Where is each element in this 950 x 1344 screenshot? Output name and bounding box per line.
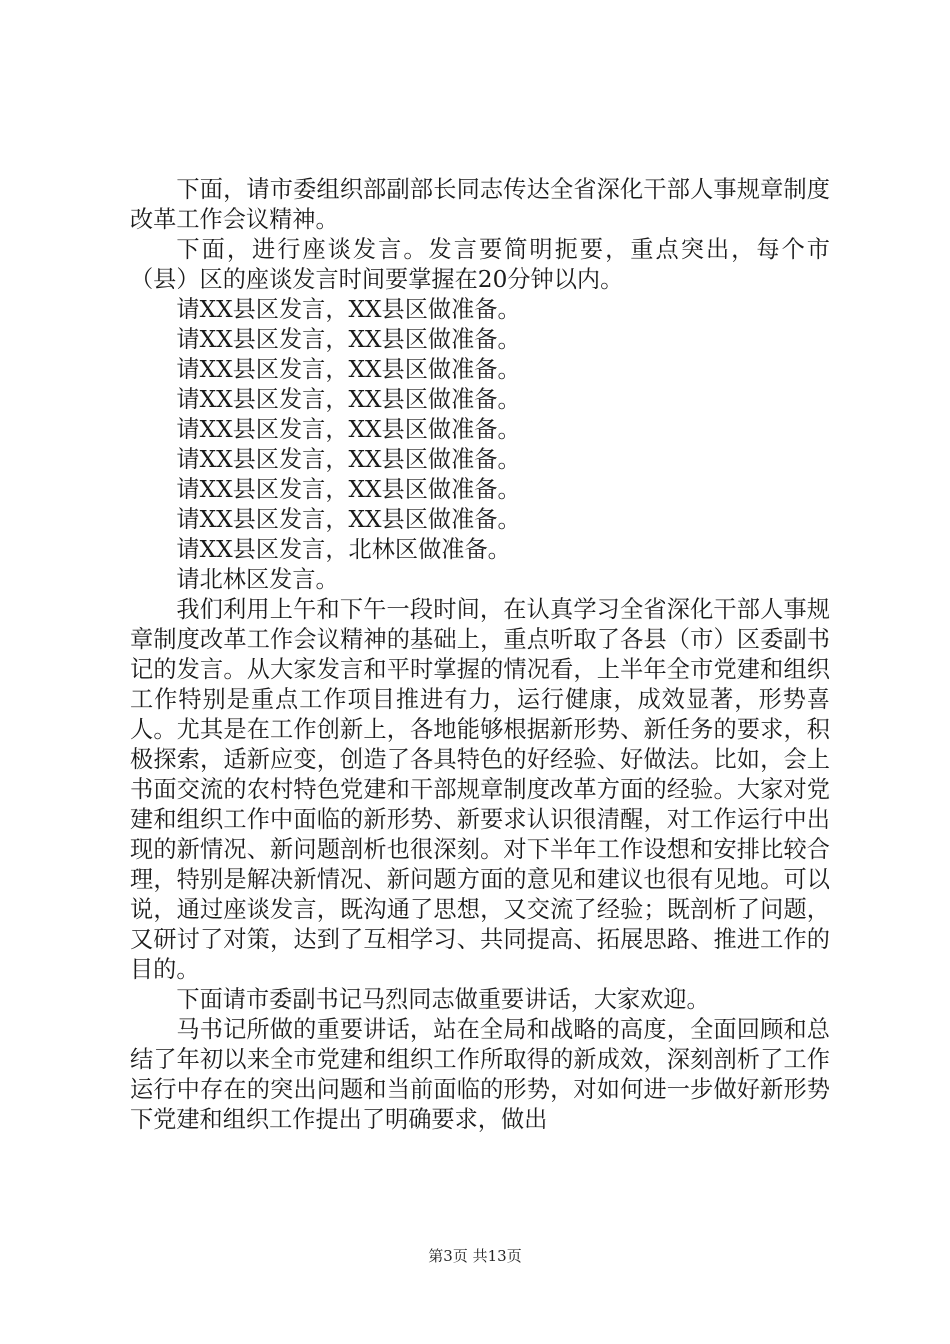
- paragraph: 请北林区发言。: [176, 566, 339, 593]
- paragraph: 下面，进行座谈发言。发言要简明扼要，重点突出，每个市（县）区的座谈发言时间要掌握在20分钟以内。: [130, 236, 830, 293]
- paragraph: 下面，请市委组织部副部长同志传达全省深化干部人事规章制度改革工作会议精神。: [130, 176, 830, 233]
- paragraph: 请XX县区发言，XX县区做准备。: [176, 356, 521, 383]
- paragraph: 请XX县区发言，XX县区做准备。: [176, 416, 521, 443]
- page-number-footer: 第3页 共13页: [428, 1247, 522, 1265]
- paragraph: 请XX县区发言，XX县区做准备。: [176, 326, 521, 353]
- paragraph: 请XX县区发言，XX县区做准备。: [176, 446, 521, 473]
- body-text: [130, 175, 830, 1135]
- paragraph: 马书记所做的重要讲话，站在全局和战略的高度，全面回顾和总结了年初以来全市党建和组织工作所取得的新成效，深刻剖析了工作运行中存在的突出问题和当前面临的形势，对如何进一步做好新形势下党建和组织工作提出了明确要求，做出: [130, 1016, 830, 1133]
- paragraph: 请XX县区发言，XX县区做准备。: [176, 506, 521, 533]
- paragraph: 请XX县区发言，北林区做准备。: [176, 536, 511, 563]
- paragraph: 下面请市委副书记马烈同志做重要讲话，大家欢迎。: [176, 986, 710, 1013]
- paragraph: 请XX县区发言，XX县区做准备。: [176, 476, 521, 503]
- paragraph: 请XX县区发言，XX县区做准备。: [176, 296, 521, 323]
- paragraph: 请XX县区发言，XX县区做准备。: [176, 386, 521, 413]
- paragraph: 我们利用上午和下午一段时间，在认真学习全省深化干部人事规章制度改革工作会议精神的基础上，重点听取了各县（市）区委副书记的发言。从大家发言和平时掌握的情况看，上半年全市党建和组织工作特别是重点工作项目推进有力，运行健康，成效显著，形势喜人。尤其是在工作创新上，各地能够根据新形势、新任务的要求，积极探索，适新应变，创造了各具特色的好经验、好做法。比如，会上书面交流的农村特色党建和干部规章制度改革方面的经验。大家对党建和组织工作中面临的新形势、新要求认识很清醒，对工作运行中出现的新情况、新问题剖析也很深刻。对下半年工作设想和安排比较合理，特别是解决新情况、新问题方面的意见和建议也很有见地。可以说，通过座谈发言，既沟通了思想，又交流了经验；既剖析了问题，又研讨了对策，达到了互相学习、共同提高、拓展思路、推进工作的目的。: [130, 596, 830, 983]
